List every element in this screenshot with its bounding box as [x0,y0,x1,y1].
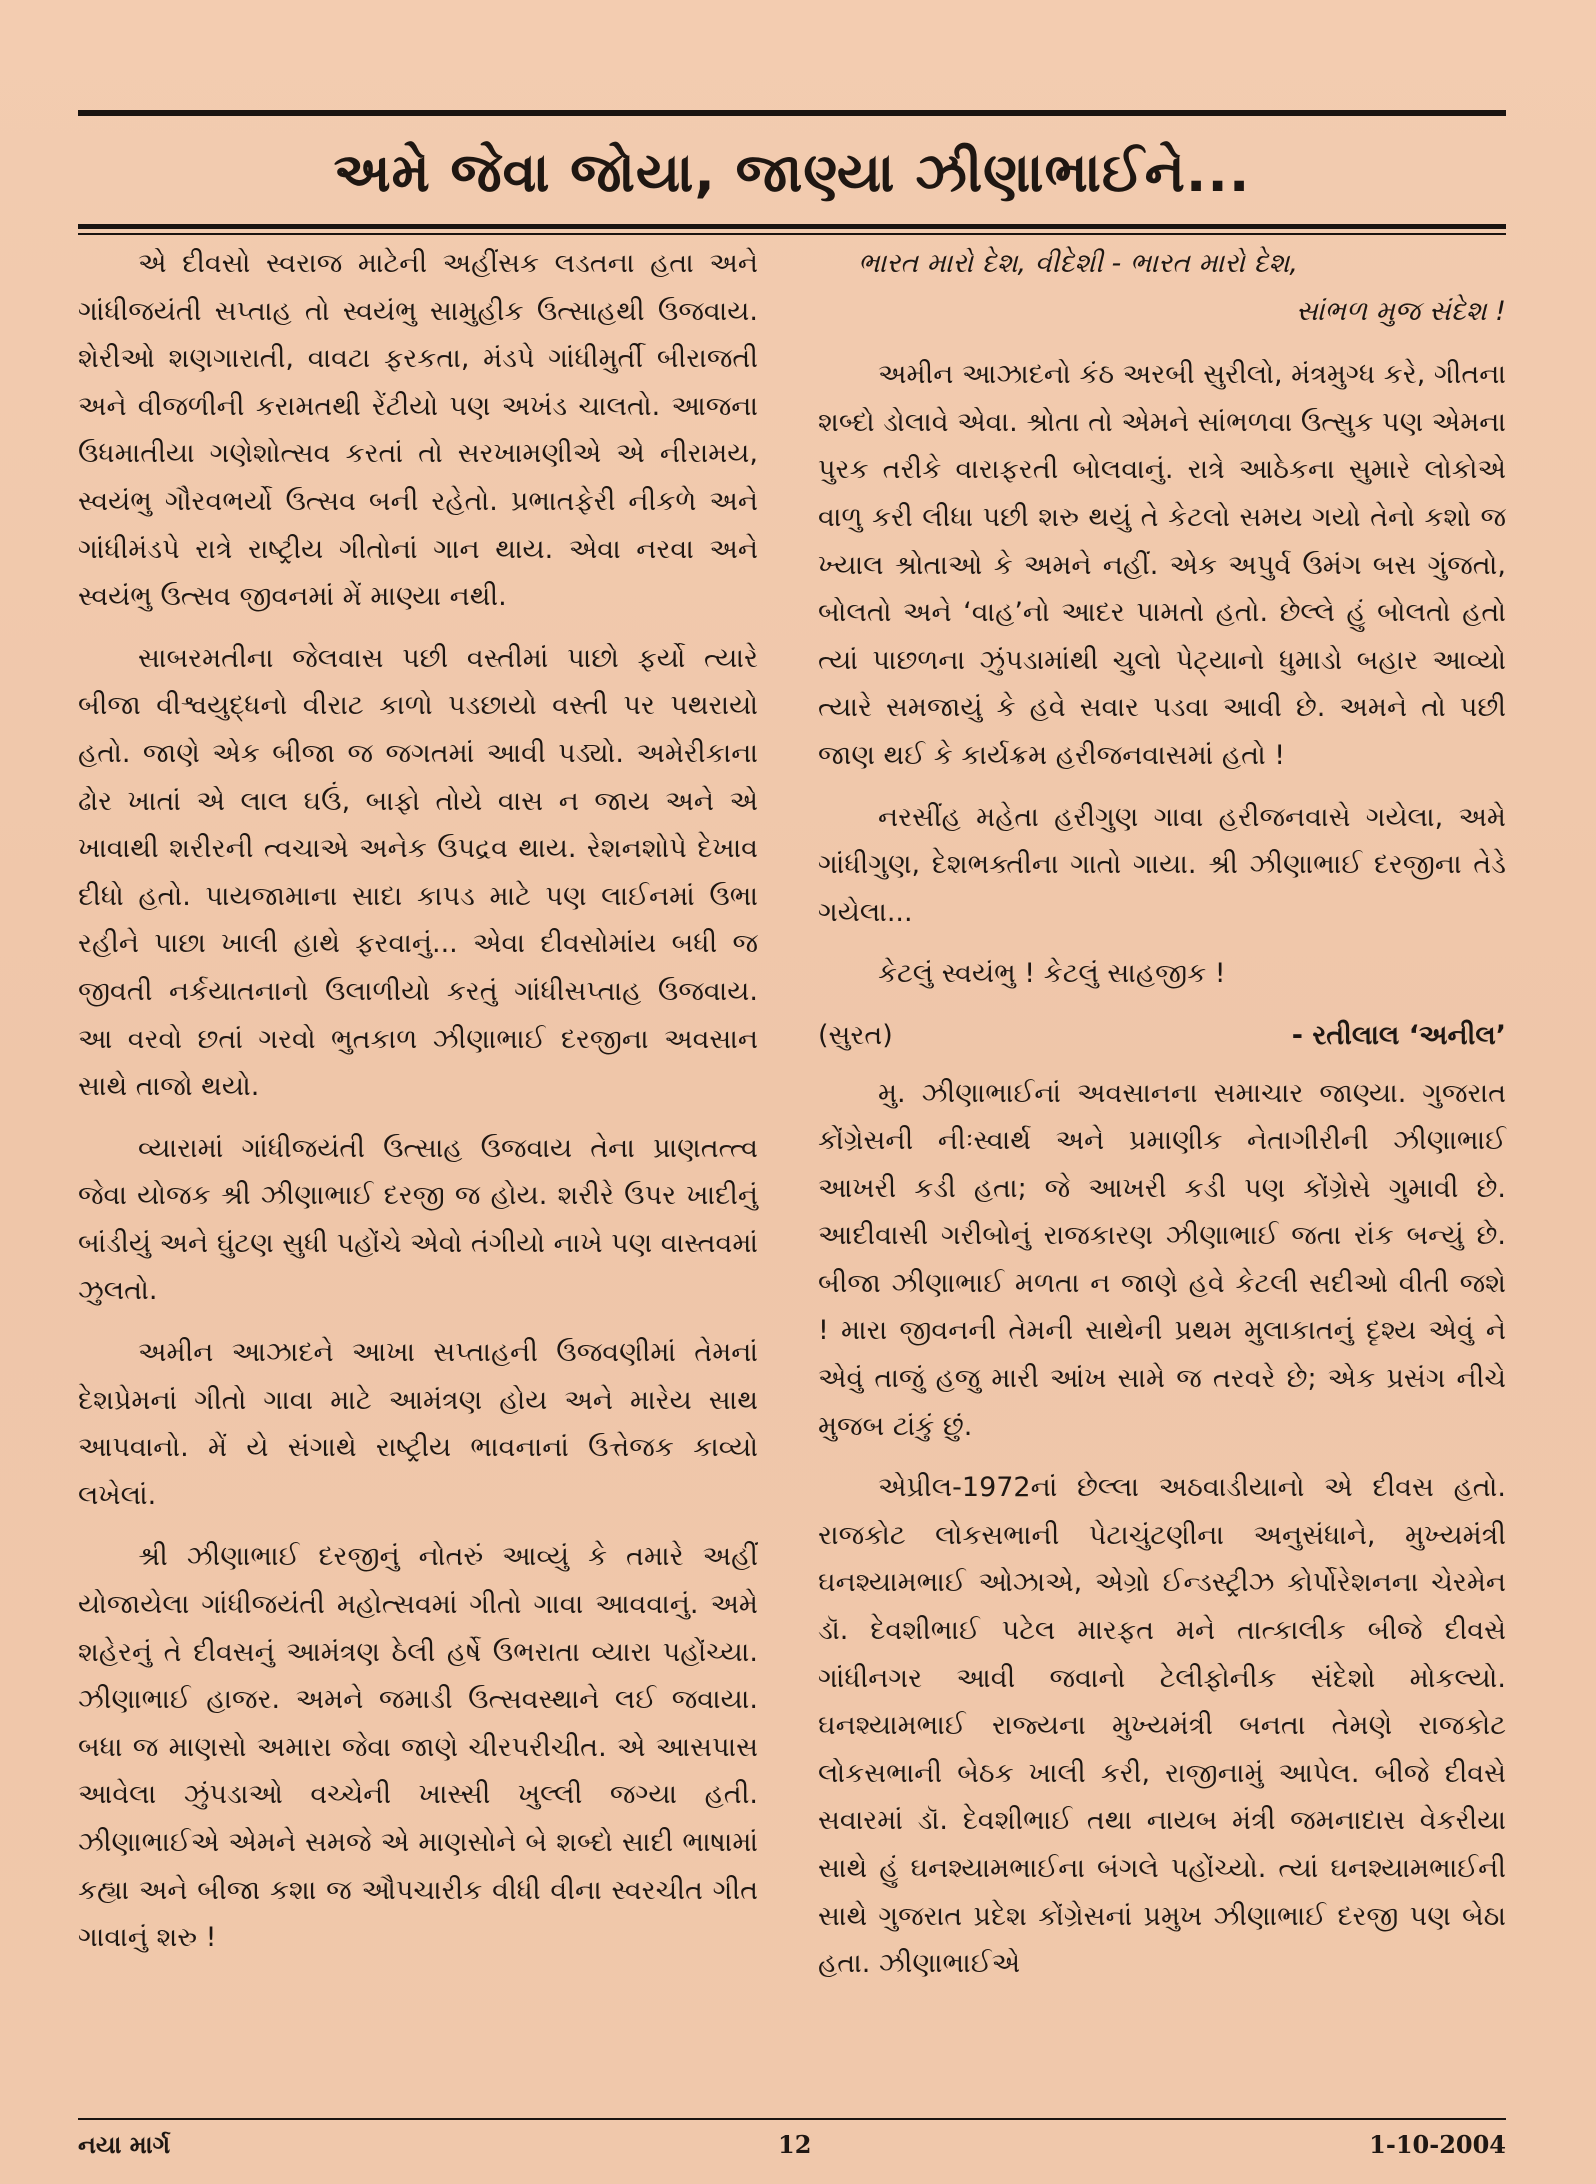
paragraph: અમીન આઝાદનો કંઠ અરબી સુરીલો, મંત્રમુગ્ધ કરે, ગીતના શબ્દો ડોલાવે એવા. શ્રોતા તો એમને સાંભળવા ઉત્સુક પણ એમના પુરક તરીકે વારાફરતી બોલવાનું. રાત્રે આઠેકના સુમારે લોકોએ વાળુ કરી લીધા પછી શરુ થયું તે કેટલો સમય ગયો તેનો કશો જ ખ્યાલ શ્રોતાઓ કે અમને નહીં. એક અપુર્વ ઉમંગ બસ ગુંજતો, બોલતો અને ‘વાહ’નો આદર પામતો હતો. છેલ્લે હું બોલતો હતો ત્યાં પાછળના ઝુંપડામાંથી ચુલો પેટ્યાનો ધુમાડો બહાર આવ્યો ત્યારે સમજાયું કે હવે સવાર પડવા આવી છે. અમને તો પછી જાણ થઈ કે કાર્યક્રમ હરીજનવાસમાં હતો ! [818,359,1506,771]
publication-name: નયા માર્ગ [78,2130,171,2159]
paragraph: અમીન આઝાદને આખા સપ્તાહની ઉજવણીમાં તેમનાં દેશપ્રેમનાં ગીતો ગાવા માટે આમંત્રણ હોય અને મારેય સાથ આપવાનો. મેં યે સંગાથે રાષ્ટ્રીય ભાવનાનાં ઉત્તેજક કાવ્યો લખેલાં. [78,1337,758,1511]
paragraph: વ્યારામાં ગાંધીજયંતી ઉત્સાહ ઉજવાય તેના પ્રાણતત્ત્વ જેવા યોજક શ્રી ઝીણાભાઈ દરજી જ હોય. શરીરે ઉપર ખાદીનું બાંડીયું અને ઘુંટણ સુધી પહોંચે એવો તંગીયો નાખે પણ વાસ્તવમાં ઝુલતો. [78,1132,758,1307]
signature-author: - રતીલાલ ‘અનીલ’ [1291,1019,1506,1051]
top-rule-thick [78,110,1506,116]
paragraph: કેટલું સ્વયંભુ ! કેટલું સાહજીક ! [878,958,1226,990]
paragraph: એપ્રીલ-1972નાં છેલ્લા અઠવાડીયાનો એ દીવસ હતો. રાજકોટ લોકસભાની પેટાચુંટણીના અનુસંધાને, મુખ્યમંત્રી ઘનશ્યામભાઈ ઓઝાએ, એગ્રો ઈન્ડસ્ટ્રીઝ કોર્પોરેશનના ચેરમેન ડૉ. દેવશીભાઈ પટેલ મારફત મને તાત્કાલીક બીજે દીવસે ગાંધીનગર આવી જવાનો ટેલીફોનીક સંદેશો મોકલ્યો. ઘનશ્યામભાઈ રાજ્યના મુખ્યમંત્રી બનતા તેમણે રાજકોટ લોકસભાની બેઠક ખાલી કરી, રાજીનામું આપેલ. બીજે દીવસે સવારમાં ડૉ. દેવશીભાઈ તથા નાયબ મંત્રી જમનાદાસ વેકરીયા સાથે હું ઘનશ્યામભાઈના બંગલે પહોંચ્યો. ત્યાં ઘનશ્યામભાઈની સાથે ગુજરાત પ્રદેશ કોંગ્રેસનાં પ્રમુખ ઝીણાભાઈ દરજી પણ બેઠા હતા. ઝીણાભાઈએ [818,1472,1506,1980]
poem-line: ભારત મારો દેશ, વીદેશી - ભારત મારો દેશ, [858,248,1298,279]
paragraph: નરસીંહ મહેતા હરીગુણ ગાવા હરીજનવાસે ગયેલા, અમે ગાંધીગુણ, દેશભક્તીના ગાતો ગાયા. શ્રી ઝીણાભાઈ દરજીના તેડે ગયેલા... [818,801,1506,928]
right-column [818,240,1506,2002]
article-title: અમે જેવા જોયા, જાણ્યા ઝીણાભાઈને... [333,141,1251,204]
page-number: 12 [778,2130,812,2159]
title-rule-thick [78,224,1506,229]
paragraph: મુ. ઝીણાભાઈનાં અવસાનના સમાચાર જાણ્યા. ગુજરાત કોંગ્રેસની નીઃસ્વાર્થ અને પ્રમાણીક નેતાગીરીની ઝીણાભાઈ આખરી કડી હતા; જે આખરી કડી પણ કોંગ્રેસે ગુમાવી છે. આદીવાસી ગરીબોનું રાજકારણ ઝીણાભાઈ જતા રાંક બન્યું છે. બીજા ઝીણાભાઈ મળતા ન જાણે હવે કેટલી સદીઓ વીતી જશે ! મારા જીવનની તેમની સાથેની પ્રથમ મુલાકાતનું દૃશ્ય એવું ને એવું તાજું હજુ મારી આંખ સામે જ તરવરે છે; એક પ્રસંગ નીચે મુજબ ટાંકું છું. [818,1077,1506,1442]
left-column [78,240,758,1976]
paragraph: સાબરમતીના જેલવાસ પછી વસ્તીમાં પાછો ફર્યો ત્યારે બીજા વીશ્વયુદ્ધનો વીરાટ કાળો પડછાયો વસ્તી પર પથરાયો હતો. જાણે એક બીજા જ જગતમાં આવી પડ્યો. અમેરીકાના ઢોર ખાતાં એ લાલ ઘઉં, બાફો તોયે વાસ ન જાય અને એ ખાવાથી શરીરની ત્વચાએ અનેક ઉપદ્રવ થાય. રેશનશોપે દેખાવ દીધો હતો. પાયજામાના સાદા કાપડ માટે પણ લાઈનમાં ઉભા રહીને પાછા ખાલી હાથે ફરવાનું... એવા દીવસોમાંય બધી જ જીવતી નર્કયાતનાનો ઉલાળીયો કરતું ગાંધીસપ્તાહ ઉજવાય. આ વરવો છતાં ગરવો ભુતકાળ ઝીણાભાઈ દરજીના અવસાન સાથે તાજો થયો. [78,642,758,1103]
signature-place: (સુરત) [818,1019,893,1051]
footer-rule [78,2118,1506,2120]
poem-line: સાંભળ મુજ સંદેશ ! [1295,295,1506,327]
title-rule-thin [78,233,1506,235]
issue-date: 1-10-2004 [1369,2130,1506,2159]
signature-line [818,1012,1506,1060]
paragraph: એ દીવસો સ્વરાજ માટેની અહીંસક લડતના હતા અને ગાંધીજયંતી સપ્તાહ તો સ્વયંભુ સામુહીક ઉત્સાહથી ઉજવાય. શેરીઓ શણગારાતી, વાવટા ફરકતા, મંડપે ગાંધીમુર્તી બીરાજતી અને વીજળીની કરામતથી રેંટીયો પણ અખંડ ચાલતો. આજના ઉધમાતીયા ગણેશોત્સવ કરતાં તો સરખામણીએ એ નીરામય, સ્વયંભુ ગૌરવભર્યો ઉત્સવ બની રહેતો. પ્રભાતફેરી નીકળે અને ગાંધીમંડપે રાત્રે રાષ્ટ્રીય ગીતોનાં ગાન થાય. એવા નરવા અને સ્વયંભુ ઉત્સવ જીવનમાં મેં માણ્યા નથી. [78,248,758,613]
page-footer [78,2130,1506,2166]
paragraph: શ્રી ઝીણાભાઈ દરજીનું નોતરું આવ્યું કે તમારે અહીં યોજાયેલા ગાંધીજયંતી મહોત્સવમાં ગીતો ગાવા આવવાનું. અમે શહેરનું તે દીવસનું આમંત્રણ ઠેલી હર્ષે ઉભરાતા વ્યારા પહોંચ્યા. ઝીણાભાઈ હાજર. અમને જમાડી ઉત્સવસ્થાને લઈ જવાયા. બધા જ માણસો અમારા જેવા જાણે ચીરપરીચીત. એ આસપાસ આવેલા ઝુંપડાઓ વચ્ચેની ખાસ્સી ખુલ્લી જગ્યા હતી. ઝીણાભાઈએ એમને સમજે એ માણસોને બે શબ્દો સાદી ભાષામાં કહ્યા અને બીજા કશા જ ઔપચારીક વીધી વીના સ્વરચીત ગીત ગાવાનું શરુ ! [78,1541,758,1954]
